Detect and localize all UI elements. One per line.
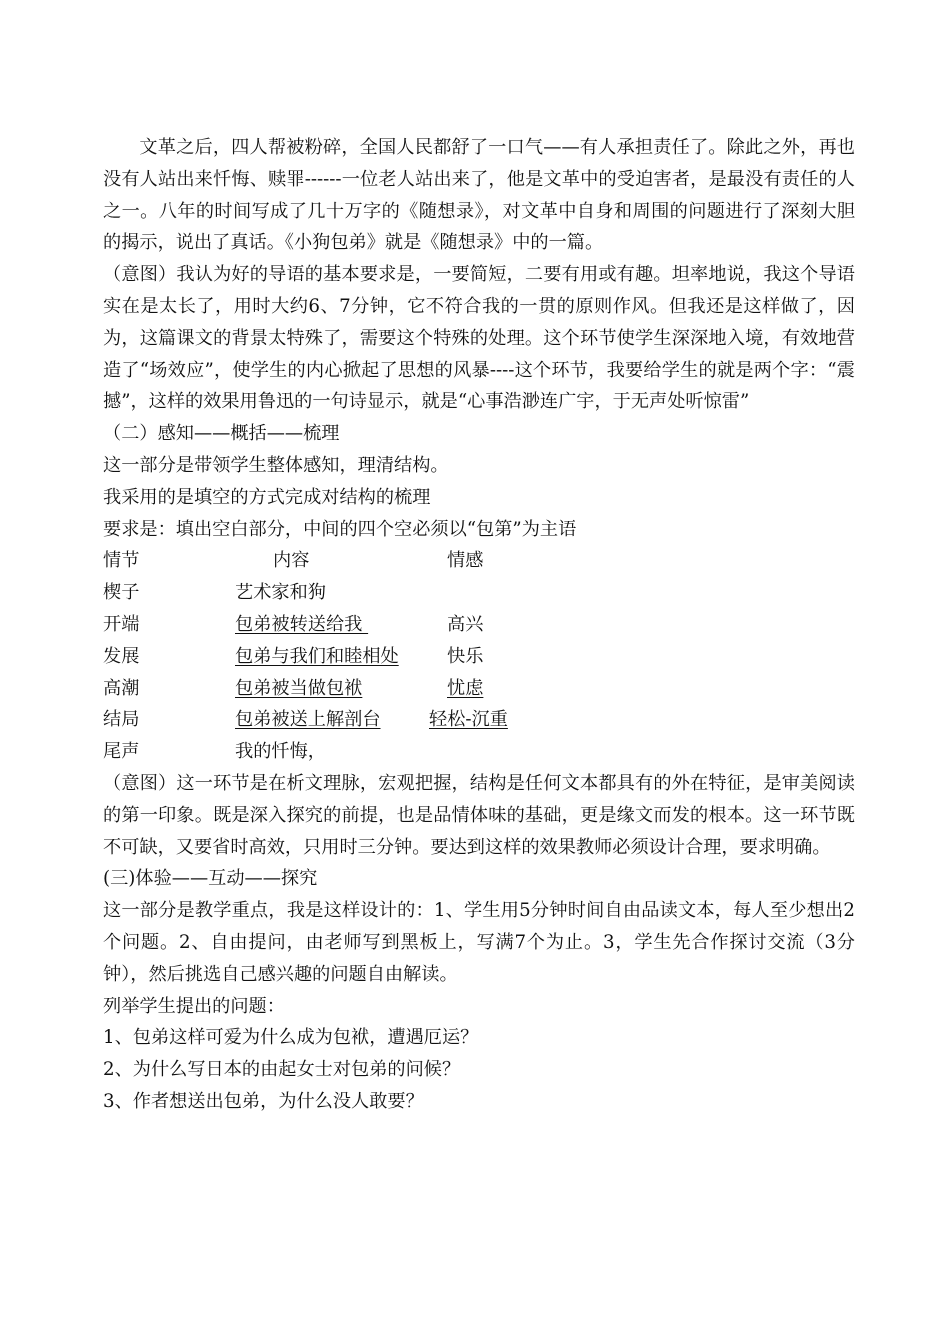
cell-content: 艺术家和狗	[235, 582, 326, 604]
table-row	[103, 736, 855, 768]
cell-plot: 尾声	[103, 741, 140, 763]
intro-paragraph: 文革之后，四人帮被粉碎，全国人民都舒了一口气——有人承担责任了。除此之外，再也没有人站出来忏悔、赎罪------一位老人站出来了，他是文革中的受迫害者，是最没有责任的人之一。八年的时间写成了几十万字的《随想录》，对文革中自身和周围的问题进行了深刻大胆的揭示，说出了真话。《小狗包弟》就是《随想录》中的一篇。	[103, 137, 855, 254]
section2-line: 要求是：填出空白部分，中间的四个空必须以“包第”为主语	[103, 518, 577, 540]
cell-emotion: 快乐	[447, 645, 484, 667]
question-item: 2、为什么写日本的由起女士对包弟的问候？	[103, 1059, 461, 1081]
table-row	[103, 641, 855, 673]
cell-content-filled: 包弟与我们和睦相处	[235, 645, 399, 667]
section2-heading: （二）感知——概括——梳理	[103, 423, 340, 445]
intent-paragraph-1: （意图）我认为好的导语的基本要求是，一要简短，二要有用或有趣。坦率地说，我这个导语实在是太长了，用时大约6、7分钟，它不符合我的一贯的原则作风。但我还是这样做了，因为，这篇课文的背景太特殊了，需要这个特殊的处理。这个环节使学生深深地入境，有效地营造了“场效应”，使学生的内心掀起了思想的风暴----这个环节，我要给学生的就是两个字：“震撼”，这样的效果用鲁迅的一句诗显示，就是“心事浩渺连广宇，于无声处听惊雷”	[103, 264, 855, 413]
cell-content: 我的忏悔，	[235, 741, 326, 763]
document-page	[103, 132, 855, 1118]
cell-emotion: 高兴	[447, 613, 484, 635]
cell-content-filled: 包弟被转送给我	[235, 613, 369, 635]
header-content: 内容	[273, 550, 310, 572]
header-emotion: 情感	[447, 550, 484, 572]
table-header-row	[103, 545, 855, 577]
cell-plot: 发展	[103, 645, 140, 667]
structure-table	[103, 545, 855, 768]
question-item: 1、包弟这样可爱为什么成为包袱，遭遇厄运？	[103, 1027, 479, 1049]
cell-content-filled: 包弟被当做包袱	[235, 677, 363, 699]
section3-heading: (三)体验——互动——探究	[103, 868, 318, 890]
cell-plot: 高潮	[103, 677, 140, 699]
cell-plot: 楔子	[103, 582, 140, 604]
cell-emotion-filled: 忧虑	[447, 677, 484, 699]
table-row	[103, 609, 855, 641]
question-item: 3、作者想送出包弟，为什么没人敢要？	[103, 1090, 424, 1112]
cell-emotion-filled: 轻松-沉重	[429, 709, 508, 731]
cell-plot: 开端	[103, 613, 140, 635]
table-row	[103, 673, 855, 705]
cell-plot: 结局	[103, 709, 140, 731]
table-row	[103, 704, 855, 736]
table-row	[103, 577, 855, 609]
section2-line: 这一部分是带领学生整体感知，理清结构。	[103, 454, 449, 476]
section2-line: 我采用的是填空的方式完成对结构的梳理	[103, 486, 431, 508]
cell-content-filled: 包弟被送上解剖台	[235, 709, 381, 731]
section3-body: 这一部分是教学重点，我是这样设计的：1、学生用5分钟时间自由品读文本，每人至少想出2个问题。2、自由提问，由老师写到黑板上，写满7个为止。3，学生先合作探讨交流（3分钟），然后挑选自己感兴趣的问题自由解读。	[103, 900, 855, 985]
question-list-title: 列举学生提出的问题：	[103, 995, 285, 1017]
header-plot: 情节	[103, 550, 140, 572]
intent-paragraph-2: （意图）这一环节是在析文理脉，宏观把握，结构是任何文本都具有的外在特征，是审美阅读的第一印象。既是深入探究的前提，也是品情体味的基础，更是缘文而发的根本。这一环节既不可缺，又要省时高效，只用时三分钟。要达到这样的效果教师必须设计合理，要求明确。	[103, 772, 855, 858]
